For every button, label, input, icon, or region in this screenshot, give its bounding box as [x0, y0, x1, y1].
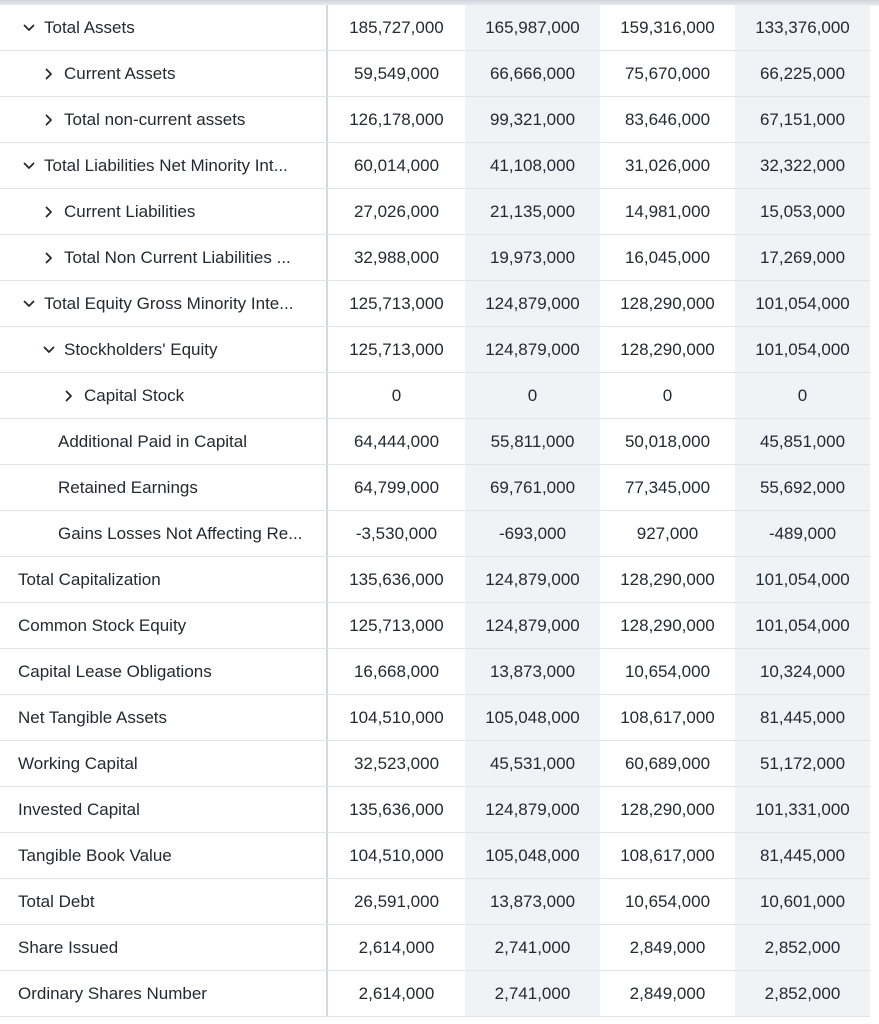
value-cell: 45,851,000 [735, 419, 870, 464]
value-cell: 55,692,000 [735, 465, 870, 510]
table-row [0, 787, 870, 833]
value-cell: 105,048,000 [465, 695, 600, 740]
value-cell: 2,852,000 [735, 971, 870, 1016]
value-cell: 124,879,000 [465, 787, 600, 832]
value-cell: -3,530,000 [328, 511, 465, 556]
value-cell: 124,879,000 [465, 603, 600, 648]
balance-sheet-table [0, 5, 870, 1017]
row-label[interactable]: Total Assets [0, 5, 328, 50]
value-cell: 60,014,000 [328, 143, 465, 188]
value-cell: 125,713,000 [328, 327, 465, 372]
value-cell: 104,510,000 [328, 833, 465, 878]
row-label[interactable]: Total non-current assets [0, 97, 328, 142]
table-row [0, 971, 870, 1017]
row-label: Working Capital [0, 741, 328, 786]
row-label: Net Tangible Assets [0, 695, 328, 740]
value-cell: 99,321,000 [465, 97, 600, 142]
value-cell: 75,670,000 [600, 51, 735, 96]
value-cell: 124,879,000 [465, 327, 600, 372]
row-label[interactable]: Current Assets [0, 51, 328, 96]
value-cell: 2,849,000 [600, 971, 735, 1016]
value-cell: 126,178,000 [328, 97, 465, 142]
value-cell: 66,225,000 [735, 51, 870, 96]
chevron-down-icon[interactable] [20, 295, 38, 313]
value-cell: 51,172,000 [735, 741, 870, 786]
table-row [0, 833, 870, 879]
value-cell: 45,531,000 [465, 741, 600, 786]
value-cell: 105,048,000 [465, 833, 600, 878]
value-cell: 15,053,000 [735, 189, 870, 234]
value-cell: 13,873,000 [465, 649, 600, 694]
row-label: Tangible Book Value [0, 833, 328, 878]
value-cell: 26,591,000 [328, 879, 465, 924]
value-cell: 31,026,000 [600, 143, 735, 188]
value-cell: 101,054,000 [735, 281, 870, 326]
value-cell: 32,523,000 [328, 741, 465, 786]
value-cell: 81,445,000 [735, 833, 870, 878]
row-label[interactable]: Stockholders' Equity [0, 327, 328, 372]
row-label: Gains Losses Not Affecting Re... [0, 511, 328, 556]
value-cell: 10,654,000 [600, 879, 735, 924]
row-label: Ordinary Shares Number [0, 971, 328, 1016]
table-row[interactable] [0, 189, 870, 235]
table-row[interactable] [0, 51, 870, 97]
table-row [0, 603, 870, 649]
row-label[interactable]: Total Non Current Liabilities ... [0, 235, 328, 280]
value-cell: 66,666,000 [465, 51, 600, 96]
value-cell: 2,741,000 [465, 971, 600, 1016]
row-label: Retained Earnings [0, 465, 328, 510]
value-cell: 927,000 [600, 511, 735, 556]
row-label: Capital Lease Obligations [0, 649, 328, 694]
value-cell: 128,290,000 [600, 787, 735, 832]
row-label[interactable]: Current Liabilities [0, 189, 328, 234]
table-row[interactable] [0, 97, 870, 143]
table-row [0, 557, 870, 603]
value-cell: 64,444,000 [328, 419, 465, 464]
value-cell: 101,331,000 [735, 787, 870, 832]
value-cell: 0 [735, 373, 870, 418]
value-cell: 0 [465, 373, 600, 418]
value-cell: -489,000 [735, 511, 870, 556]
row-label: Total Debt [0, 879, 328, 924]
chevron-right-icon[interactable] [40, 65, 58, 83]
table-row[interactable] [0, 235, 870, 281]
value-cell: 2,614,000 [328, 925, 465, 970]
chevron-right-icon[interactable] [60, 387, 78, 405]
table-row[interactable] [0, 327, 870, 373]
value-cell: 83,646,000 [600, 97, 735, 142]
value-cell: 104,510,000 [328, 695, 465, 740]
value-cell: 133,376,000 [735, 5, 870, 50]
value-cell: 125,713,000 [328, 281, 465, 326]
row-label: Invested Capital [0, 787, 328, 832]
chevron-down-icon[interactable] [20, 157, 38, 175]
value-cell: 41,108,000 [465, 143, 600, 188]
value-cell: 108,617,000 [600, 833, 735, 878]
value-cell: 59,549,000 [328, 51, 465, 96]
chevron-down-icon[interactable] [20, 19, 38, 37]
value-cell: 128,290,000 [600, 557, 735, 602]
value-cell: 165,987,000 [465, 5, 600, 50]
table-row [0, 695, 870, 741]
value-cell: 0 [600, 373, 735, 418]
row-label[interactable]: Capital Stock [0, 373, 328, 418]
row-label: Total Capitalization [0, 557, 328, 602]
value-cell: 124,879,000 [465, 557, 600, 602]
value-cell: 108,617,000 [600, 695, 735, 740]
value-cell: 19,973,000 [465, 235, 600, 280]
value-cell: 60,689,000 [600, 741, 735, 786]
row-label[interactable]: Total Liabilities Net Minority Int... [0, 143, 328, 188]
table-row[interactable] [0, 281, 870, 327]
row-label[interactable]: Total Equity Gross Minority Inte... [0, 281, 328, 326]
value-cell: 101,054,000 [735, 557, 870, 602]
value-cell: 101,054,000 [735, 327, 870, 372]
table-row [0, 741, 870, 787]
value-cell: 185,727,000 [328, 5, 465, 50]
value-cell: 128,290,000 [600, 327, 735, 372]
table-row[interactable] [0, 5, 870, 51]
value-cell: 64,799,000 [328, 465, 465, 510]
row-label: Additional Paid in Capital [0, 419, 328, 464]
value-cell: 135,636,000 [328, 787, 465, 832]
value-cell: 0 [328, 373, 465, 418]
value-cell: 128,290,000 [600, 603, 735, 648]
value-cell: 81,445,000 [735, 695, 870, 740]
value-cell: 77,345,000 [600, 465, 735, 510]
value-cell: 13,873,000 [465, 879, 600, 924]
value-cell: 16,045,000 [600, 235, 735, 280]
chevron-down-icon[interactable] [40, 341, 58, 359]
chevron-right-icon[interactable] [40, 111, 58, 129]
chevron-right-icon[interactable] [40, 249, 58, 267]
value-cell: 2,741,000 [465, 925, 600, 970]
value-cell: 32,988,000 [328, 235, 465, 280]
table-row [0, 879, 870, 925]
value-cell: 2,849,000 [600, 925, 735, 970]
value-cell: 55,811,000 [465, 419, 600, 464]
value-cell: 16,668,000 [328, 649, 465, 694]
value-cell: 125,713,000 [328, 603, 465, 648]
value-cell: 10,324,000 [735, 649, 870, 694]
value-cell: 124,879,000 [465, 281, 600, 326]
value-cell: 2,614,000 [328, 971, 465, 1016]
value-cell: 128,290,000 [600, 281, 735, 326]
value-cell: 67,151,000 [735, 97, 870, 142]
value-cell: 69,761,000 [465, 465, 600, 510]
table-row [0, 925, 870, 971]
row-label: Common Stock Equity [0, 603, 328, 648]
value-cell: 10,601,000 [735, 879, 870, 924]
table-row [0, 419, 870, 465]
chevron-right-icon[interactable] [40, 203, 58, 221]
value-cell: 159,316,000 [600, 5, 735, 50]
table-row[interactable] [0, 373, 870, 419]
value-cell: 2,852,000 [735, 925, 870, 970]
value-cell: 21,135,000 [465, 189, 600, 234]
value-cell: 50,018,000 [600, 419, 735, 464]
table-row[interactable] [0, 143, 870, 189]
row-label: Share Issued [0, 925, 328, 970]
table-row [0, 465, 870, 511]
table-row [0, 511, 870, 557]
value-cell: 32,322,000 [735, 143, 870, 188]
value-cell: 27,026,000 [328, 189, 465, 234]
value-cell: 10,654,000 [600, 649, 735, 694]
value-cell: 14,981,000 [600, 189, 735, 234]
value-cell: 17,269,000 [735, 235, 870, 280]
value-cell: -693,000 [465, 511, 600, 556]
table-row [0, 649, 870, 695]
value-cell: 135,636,000 [328, 557, 465, 602]
value-cell: 101,054,000 [735, 603, 870, 648]
